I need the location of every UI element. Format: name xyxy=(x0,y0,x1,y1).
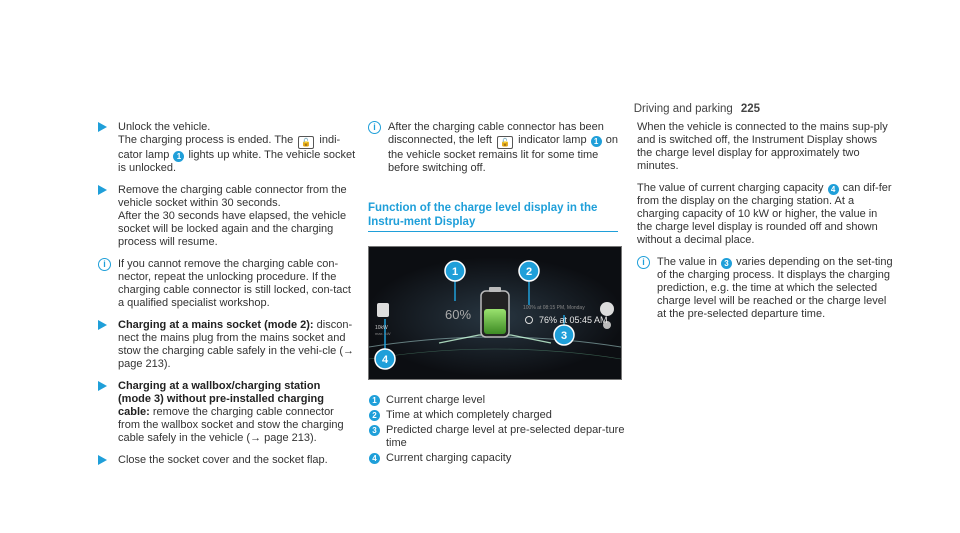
callout-badge: 2 xyxy=(369,410,380,421)
info-icon: i xyxy=(637,256,650,269)
info-icon: i xyxy=(368,121,381,134)
section-heading: Function of the charge level display in the Instru-ment Display xyxy=(368,201,618,232)
note xyxy=(368,121,626,175)
predicted-charge: 76% at 05:45 AM xyxy=(539,315,608,325)
callout-badge: 1 xyxy=(369,395,380,406)
step-text: remove the charging cable connector from the wallbox socket and stow the charging cable safely in the vehicle (→ page 213). xyxy=(118,406,344,444)
legend-item: 3 Predicted charge level at pre-selected depar-ture time xyxy=(368,424,626,450)
callout-badge: 4 xyxy=(828,184,839,195)
callout-badge: 3 xyxy=(721,258,732,269)
svg-text:3: 3 xyxy=(560,330,568,342)
charge-percent: 60% xyxy=(445,307,472,322)
legend-item: 1 Current charge level xyxy=(368,394,626,407)
step-remove xyxy=(98,184,356,249)
note-text: If you cannot remove the charging cable con-nector, repeat the unlocking procedure. If the charging cable connector is still locked, con-tact a qualified specialist workshop. xyxy=(118,258,351,309)
lock-icon: 🔓 xyxy=(298,136,314,149)
step-heading: Charging at a wallbox/charging station (mode 3) without pre-installed charging cable: xyxy=(118,380,324,418)
step-arrow-icon xyxy=(98,381,107,391)
callout-badge-1 xyxy=(445,261,465,281)
legend-item: 4 Current charging capacity xyxy=(368,452,626,465)
legend xyxy=(368,394,626,465)
page-header xyxy=(634,103,760,116)
step-arrow-icon xyxy=(98,185,107,195)
legend-item: 2 Time at which completely charged xyxy=(368,409,626,422)
step-unlock xyxy=(98,121,356,175)
column-3 xyxy=(637,121,893,330)
step-mode3 xyxy=(98,380,356,445)
step-text: After the 30 seconds have elapsed, the vehicle socket will be locked again and the charging process will resume. xyxy=(118,210,347,248)
callout-badge: 1 xyxy=(173,151,184,162)
callout-badge: 3 xyxy=(369,425,380,436)
callout-badge-3 xyxy=(554,325,574,345)
note xyxy=(637,256,893,321)
charging-capacity: 10kW xyxy=(375,325,388,331)
step-text: The charging process is ended. The 🔓 indi-cator lamp 1 lights up white. The vehicle socket is unlocked. xyxy=(118,134,356,174)
svg-text:1: 1 xyxy=(451,266,459,278)
callout-badge: 1 xyxy=(591,136,602,147)
svg-text:2: 2 xyxy=(525,266,533,278)
callout-badge: 4 xyxy=(369,453,380,464)
step-text: Unlock the vehicle. xyxy=(118,121,211,133)
instrument-display-image xyxy=(368,246,622,380)
callout-badge-4 xyxy=(375,349,395,369)
step-arrow-icon xyxy=(98,320,107,330)
note-text: After the charging cable connector has been disconnected, the left 🔓 indicator lamp 1 on the vehicle socket remains lit for some time before switching off. xyxy=(388,121,618,174)
step-mode2 xyxy=(98,319,356,371)
full-charge-time: 100% at 08:15 PM, Monday xyxy=(523,305,585,311)
charging-capacity-sub: max. kW xyxy=(375,331,391,336)
callout-badge-2 xyxy=(519,261,539,281)
step-heading: Charging at a mains socket (mode 2): xyxy=(118,319,314,331)
step-text: Close the socket cover and the socket flap. xyxy=(118,454,328,466)
paragraph: The value of current charging capacity 4 can dif-fer from the display on the charging station. At a charging capacity of 10 kW or higher, the value in the charge level display is rounded off and shown without a decimal place. xyxy=(637,182,892,246)
battery-icon xyxy=(481,287,509,337)
step-arrow-icon xyxy=(98,122,107,132)
lock-icon: 🔓 xyxy=(497,136,513,149)
info-icon: i xyxy=(98,258,111,271)
note xyxy=(98,258,356,310)
step-text: discon-nect the mains plug from the mains socket and stow the charging cable safely in the vehi-cle (→ page 213). xyxy=(118,319,355,370)
section-title: Driving and parking xyxy=(633,103,733,115)
instrument-display-graphic xyxy=(369,247,621,379)
step-text: Remove the charging cable connector from the vehicle socket within 30 seconds. xyxy=(118,184,347,209)
step-close xyxy=(98,454,356,467)
step-arrow-icon xyxy=(98,455,107,465)
column-1 xyxy=(98,121,356,476)
column-2 xyxy=(368,121,626,467)
page-number: 225 xyxy=(740,103,760,115)
note-text: The value in 3 varies depending on the set-ting of the charging process. It displays the charging prediction, e.g. the time at which the selected charge level will be reached or the charge level at the pre-selected departure time. xyxy=(657,256,893,320)
paragraph: When the vehicle is connected to the mains sup-ply and is switched off, the Instrument Display shows the charge level display for approximately two minutes. xyxy=(637,121,888,172)
svg-text:4: 4 xyxy=(381,354,389,366)
